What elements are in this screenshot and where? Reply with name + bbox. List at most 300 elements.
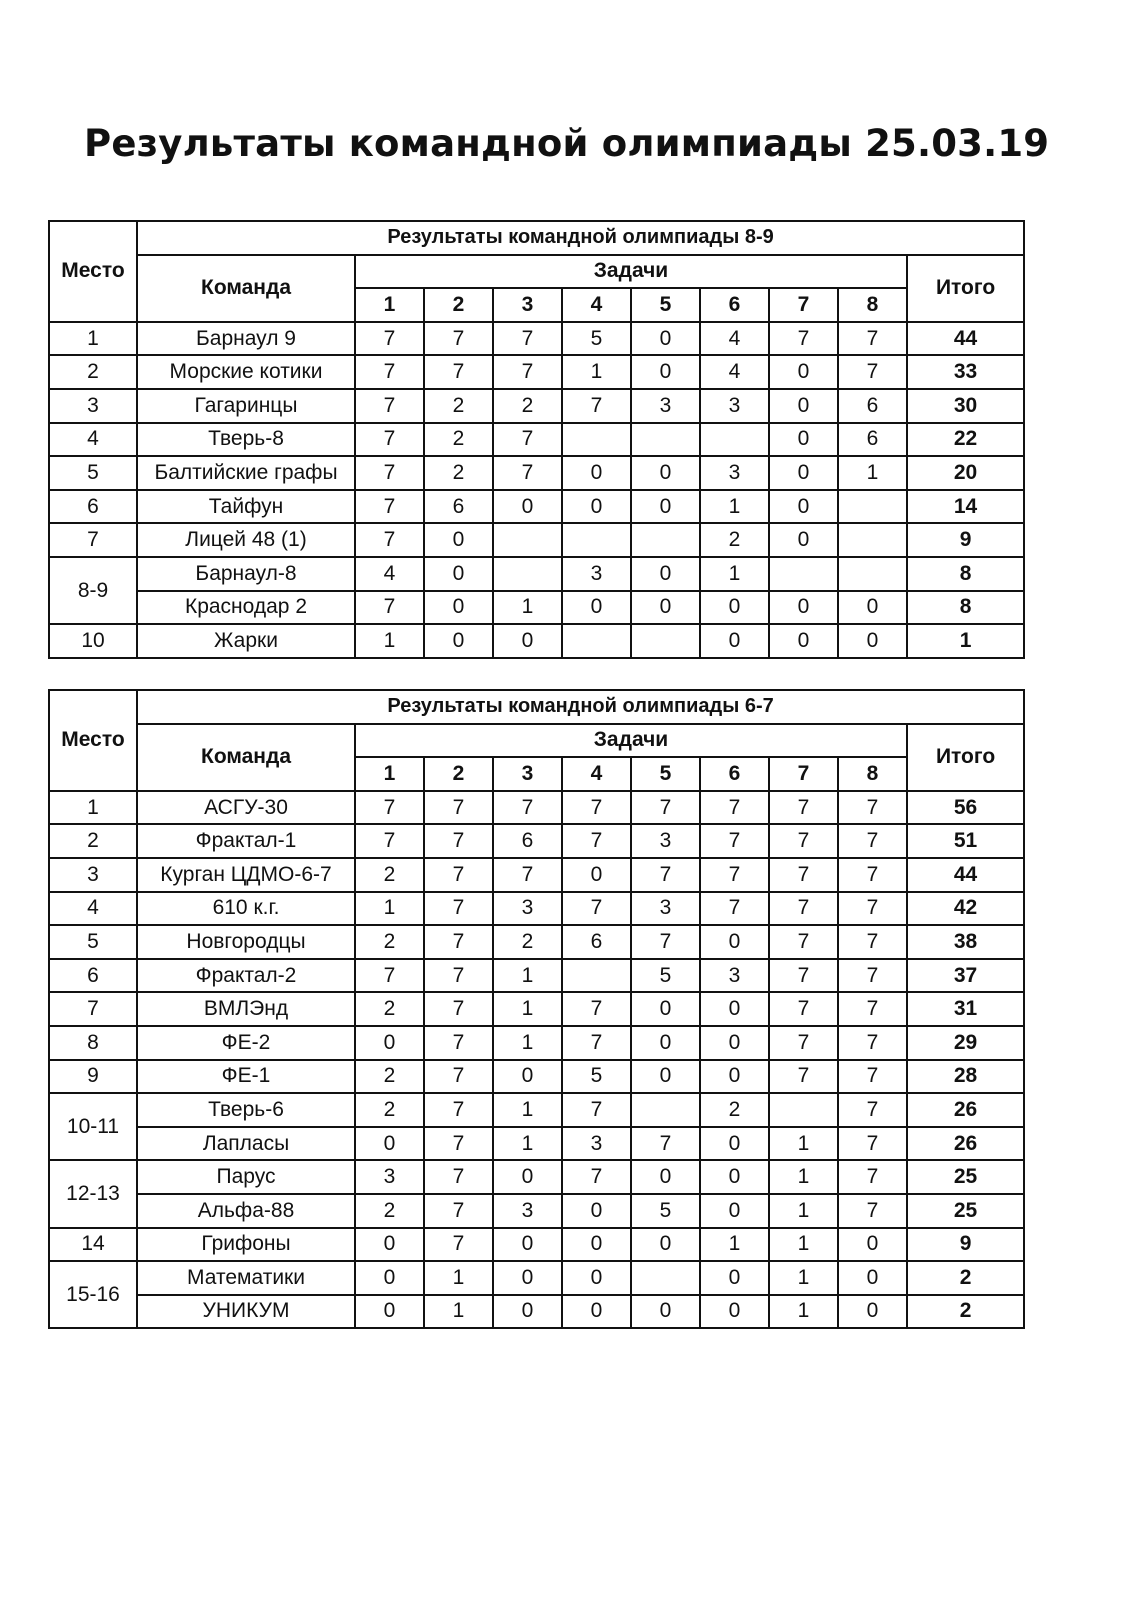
- team-cell: Тверь-6: [137, 1093, 355, 1127]
- score-cell: 7: [769, 992, 838, 1026]
- score-cell: 7: [769, 925, 838, 959]
- table-row: [49, 423, 1024, 457]
- place-header: Место: [49, 221, 137, 322]
- score-cell: 0: [700, 624, 769, 658]
- place-cell: 4: [49, 423, 137, 457]
- task-number-header: 2: [424, 757, 493, 791]
- tasks-header: Задачи: [355, 724, 907, 758]
- score-cell: 0: [562, 490, 631, 524]
- place-header: Место: [49, 690, 137, 791]
- team-cell: ВМЛЭнд: [137, 992, 355, 1026]
- score-cell: 1: [562, 355, 631, 389]
- score-cell: 5: [562, 1060, 631, 1094]
- total-cell: 25: [907, 1160, 1024, 1194]
- score-cell: 7: [355, 389, 424, 423]
- table-row: [49, 490, 1024, 524]
- score-cell: 1: [769, 1228, 838, 1262]
- score-cell: 7: [700, 892, 769, 926]
- total-header: Итого: [907, 255, 1024, 322]
- score-cell: 4: [700, 322, 769, 356]
- team-cell: Курган ЦДМО-6-7: [137, 858, 355, 892]
- score-cell: 0: [700, 1060, 769, 1094]
- score-cell: 1: [493, 992, 562, 1026]
- total-cell: 8: [907, 591, 1024, 625]
- team-cell: Грифоны: [137, 1228, 355, 1262]
- total-header: Итого: [907, 724, 1024, 791]
- score-cell: 3: [562, 1127, 631, 1161]
- score-cell: 7: [562, 824, 631, 858]
- total-cell: 14: [907, 490, 1024, 524]
- score-cell: 7: [562, 389, 631, 423]
- score-cell: 0: [769, 591, 838, 625]
- table-row: [49, 456, 1024, 490]
- total-cell: 26: [907, 1127, 1024, 1161]
- score-cell: 7: [838, 322, 907, 356]
- score-cell: 7: [355, 423, 424, 457]
- table-row: [49, 858, 1024, 892]
- score-cell: 7: [631, 791, 700, 825]
- score-cell: 0: [424, 557, 493, 591]
- score-cell: 0: [493, 624, 562, 658]
- score-cell: 7: [424, 824, 493, 858]
- place-cell: 8: [49, 1026, 137, 1060]
- score-cell: 7: [838, 925, 907, 959]
- score-cell: 0: [493, 1228, 562, 1262]
- score-cell: 7: [838, 959, 907, 993]
- score-cell: 0: [424, 591, 493, 625]
- task-number-header: 8: [838, 757, 907, 791]
- task-number-header: 1: [355, 757, 424, 791]
- team-cell: Морские котики: [137, 355, 355, 389]
- total-cell: 42: [907, 892, 1024, 926]
- score-cell: 7: [769, 1060, 838, 1094]
- score-cell: 2: [355, 992, 424, 1026]
- team-cell: Краснодар 2: [137, 591, 355, 625]
- place-cell: 5: [49, 925, 137, 959]
- score-cell: 7: [838, 992, 907, 1026]
- total-cell: 8: [907, 557, 1024, 591]
- score-cell: [769, 557, 838, 591]
- score-cell: 1: [493, 1093, 562, 1127]
- score-cell: 7: [355, 959, 424, 993]
- table-caption: Результаты командной олимпиады 8-9: [137, 221, 1024, 255]
- score-cell: 0: [424, 624, 493, 658]
- team-cell: Лапласы: [137, 1127, 355, 1161]
- table-row: [49, 1026, 1024, 1060]
- total-cell: 28: [907, 1060, 1024, 1094]
- score-cell: 3: [631, 389, 700, 423]
- task-number-header: 5: [631, 288, 700, 322]
- team-cell: Балтийские графы: [137, 456, 355, 490]
- score-cell: [562, 959, 631, 993]
- score-cell: 7: [493, 456, 562, 490]
- place-cell: 8-9: [49, 557, 137, 624]
- score-cell: 7: [562, 1160, 631, 1194]
- table-row: [49, 1194, 1024, 1228]
- place-cell: 6: [49, 490, 137, 524]
- score-cell: 0: [769, 523, 838, 557]
- score-cell: 0: [493, 1160, 562, 1194]
- team-cell: Парус: [137, 1160, 355, 1194]
- table-row: [49, 791, 1024, 825]
- score-cell: 0: [631, 490, 700, 524]
- score-cell: 0: [631, 322, 700, 356]
- score-cell: 2: [700, 1093, 769, 1127]
- score-cell: 2: [355, 1060, 424, 1094]
- team-cell: Лицей 48 (1): [137, 523, 355, 557]
- score-cell: 3: [355, 1160, 424, 1194]
- table-caption: Результаты командной олимпиады 6-7: [137, 690, 1024, 724]
- score-cell: 2: [424, 456, 493, 490]
- score-cell: 7: [355, 456, 424, 490]
- score-cell: 7: [424, 858, 493, 892]
- score-cell: 0: [562, 456, 631, 490]
- team-cell: АСГУ-30: [137, 791, 355, 825]
- score-cell: 1: [769, 1194, 838, 1228]
- score-cell: 1: [355, 892, 424, 926]
- score-cell: 7: [838, 1127, 907, 1161]
- total-cell: 9: [907, 1228, 1024, 1262]
- score-cell: 7: [493, 322, 562, 356]
- score-cell: 0: [838, 1295, 907, 1329]
- score-cell: 7: [424, 1228, 493, 1262]
- place-cell: 3: [49, 858, 137, 892]
- score-cell: 2: [355, 858, 424, 892]
- team-cell: ФЕ-1: [137, 1060, 355, 1094]
- score-cell: 7: [424, 959, 493, 993]
- score-cell: 0: [562, 1228, 631, 1262]
- score-cell: 0: [424, 523, 493, 557]
- place-cell: 4: [49, 892, 137, 926]
- score-cell: [631, 523, 700, 557]
- score-cell: 7: [700, 791, 769, 825]
- score-cell: 2: [355, 925, 424, 959]
- table-row: [49, 624, 1024, 658]
- score-cell: [700, 423, 769, 457]
- score-cell: 0: [355, 1295, 424, 1329]
- task-number-header: 4: [562, 757, 631, 791]
- team-header: Команда: [137, 255, 355, 322]
- score-cell: 3: [493, 1194, 562, 1228]
- score-cell: 7: [838, 1060, 907, 1094]
- score-cell: 3: [700, 389, 769, 423]
- score-cell: 1: [493, 1127, 562, 1161]
- score-cell: 0: [838, 624, 907, 658]
- score-cell: 7: [355, 322, 424, 356]
- score-cell: 7: [424, 1093, 493, 1127]
- place-cell: 7: [49, 992, 137, 1026]
- score-cell: 1: [769, 1261, 838, 1295]
- score-cell: 0: [769, 389, 838, 423]
- score-cell: 7: [562, 791, 631, 825]
- table-row: [49, 1060, 1024, 1094]
- score-cell: 0: [631, 1295, 700, 1329]
- score-cell: 6: [838, 423, 907, 457]
- score-cell: 1: [700, 1228, 769, 1262]
- team-cell: Тверь-8: [137, 423, 355, 457]
- score-cell: [493, 523, 562, 557]
- total-cell: 2: [907, 1261, 1024, 1295]
- total-cell: 31: [907, 992, 1024, 1026]
- score-cell: 0: [700, 1194, 769, 1228]
- team-cell: Барнаул-8: [137, 557, 355, 591]
- score-cell: 7: [424, 1026, 493, 1060]
- task-number-header: 5: [631, 757, 700, 791]
- score-cell: 0: [493, 1060, 562, 1094]
- score-cell: 3: [631, 824, 700, 858]
- score-cell: 0: [700, 992, 769, 1026]
- score-cell: 0: [769, 355, 838, 389]
- task-number-header: 3: [493, 288, 562, 322]
- score-cell: 6: [838, 389, 907, 423]
- score-cell: 7: [838, 1194, 907, 1228]
- team-header: Команда: [137, 724, 355, 791]
- score-cell: 1: [700, 557, 769, 591]
- score-cell: 7: [562, 1093, 631, 1127]
- score-cell: 0: [355, 1026, 424, 1060]
- table-row: [49, 523, 1024, 557]
- task-number-header: 6: [700, 288, 769, 322]
- score-cell: 7: [769, 858, 838, 892]
- results-body: [49, 322, 1024, 658]
- results-table-grade-6-7: [48, 689, 1025, 1329]
- table-row: [49, 1127, 1024, 1161]
- score-cell: [769, 1093, 838, 1127]
- total-cell: 37: [907, 959, 1024, 993]
- score-cell: 7: [838, 892, 907, 926]
- score-cell: 0: [562, 1295, 631, 1329]
- results-body: [49, 791, 1024, 1329]
- place-cell: 1: [49, 791, 137, 825]
- score-cell: 7: [769, 824, 838, 858]
- score-cell: 0: [631, 591, 700, 625]
- place-cell: 9: [49, 1060, 137, 1094]
- score-cell: 1: [424, 1261, 493, 1295]
- score-cell: 7: [355, 791, 424, 825]
- score-cell: 3: [631, 892, 700, 926]
- score-cell: 7: [424, 322, 493, 356]
- score-cell: 0: [493, 1295, 562, 1329]
- score-cell: 1: [769, 1127, 838, 1161]
- total-cell: 38: [907, 925, 1024, 959]
- table-row: [49, 1295, 1024, 1329]
- total-cell: 26: [907, 1093, 1024, 1127]
- total-cell: 30: [907, 389, 1024, 423]
- score-cell: 1: [424, 1295, 493, 1329]
- score-cell: 7: [493, 858, 562, 892]
- place-cell: 3: [49, 389, 137, 423]
- score-cell: 0: [631, 355, 700, 389]
- total-cell: 2: [907, 1295, 1024, 1329]
- score-cell: 7: [838, 824, 907, 858]
- score-cell: 0: [838, 1228, 907, 1262]
- score-cell: 0: [700, 1261, 769, 1295]
- score-cell: 0: [355, 1228, 424, 1262]
- score-cell: 7: [493, 791, 562, 825]
- score-cell: 0: [631, 557, 700, 591]
- score-cell: 0: [769, 624, 838, 658]
- total-cell: 44: [907, 858, 1024, 892]
- score-cell: 5: [631, 1194, 700, 1228]
- place-cell: 2: [49, 824, 137, 858]
- score-cell: 7: [424, 925, 493, 959]
- results-table-grade-8-9: [48, 220, 1025, 659]
- score-cell: 0: [769, 423, 838, 457]
- team-cell: ФЕ-2: [137, 1026, 355, 1060]
- table-row: [49, 892, 1024, 926]
- team-cell: УНИКУМ: [137, 1295, 355, 1329]
- score-cell: 7: [838, 858, 907, 892]
- score-cell: 0: [631, 1060, 700, 1094]
- score-cell: 0: [562, 1194, 631, 1228]
- score-cell: 2: [355, 1093, 424, 1127]
- score-cell: 0: [562, 858, 631, 892]
- task-number-header: 7: [769, 757, 838, 791]
- score-cell: 2: [355, 1194, 424, 1228]
- score-cell: [631, 624, 700, 658]
- score-cell: 2: [493, 389, 562, 423]
- table-row: [49, 322, 1024, 356]
- table-row: [49, 1261, 1024, 1295]
- score-cell: 0: [700, 591, 769, 625]
- score-cell: [631, 1261, 700, 1295]
- score-cell: 7: [424, 1160, 493, 1194]
- score-cell: 7: [424, 992, 493, 1026]
- table-row: [49, 824, 1024, 858]
- score-cell: 3: [562, 557, 631, 591]
- score-cell: 7: [424, 791, 493, 825]
- total-cell: 29: [907, 1026, 1024, 1060]
- table-row: [49, 925, 1024, 959]
- team-cell: Гагаринцы: [137, 389, 355, 423]
- score-cell: 0: [631, 1026, 700, 1060]
- score-cell: 7: [631, 925, 700, 959]
- task-number-header: 4: [562, 288, 631, 322]
- table-row: [49, 557, 1024, 591]
- score-cell: 6: [562, 925, 631, 959]
- score-cell: 4: [355, 557, 424, 591]
- task-number-header: 2: [424, 288, 493, 322]
- page-title: Результаты командной олимпиады 25.03.19: [84, 122, 1050, 165]
- score-cell: [631, 1093, 700, 1127]
- task-number-header: 3: [493, 757, 562, 791]
- score-cell: 0: [700, 1127, 769, 1161]
- team-cell: 610 к.г.: [137, 892, 355, 926]
- score-cell: 0: [769, 490, 838, 524]
- score-cell: 1: [769, 1160, 838, 1194]
- score-cell: 7: [838, 1026, 907, 1060]
- place-cell: 1: [49, 322, 137, 356]
- task-number-header: 1: [355, 288, 424, 322]
- score-cell: 1: [493, 591, 562, 625]
- score-cell: [838, 490, 907, 524]
- place-cell: 14: [49, 1228, 137, 1262]
- score-cell: 0: [493, 490, 562, 524]
- score-cell: 7: [355, 355, 424, 389]
- score-cell: 7: [562, 1026, 631, 1060]
- team-cell: Тайфун: [137, 490, 355, 524]
- score-cell: 2: [424, 423, 493, 457]
- score-cell: 0: [700, 925, 769, 959]
- team-cell: Альфа-88: [137, 1194, 355, 1228]
- score-cell: 7: [562, 892, 631, 926]
- table-row: [49, 591, 1024, 625]
- score-cell: 3: [493, 892, 562, 926]
- table-row: [49, 1228, 1024, 1262]
- score-cell: 7: [493, 423, 562, 457]
- score-cell: 0: [631, 1228, 700, 1262]
- total-cell: 44: [907, 322, 1024, 356]
- total-cell: 33: [907, 355, 1024, 389]
- score-cell: 7: [769, 322, 838, 356]
- score-cell: 7: [562, 992, 631, 1026]
- place-cell: 12-13: [49, 1160, 137, 1227]
- score-cell: 2: [700, 523, 769, 557]
- score-cell: 4: [700, 355, 769, 389]
- place-cell: 15-16: [49, 1261, 137, 1328]
- score-cell: 7: [700, 858, 769, 892]
- place-cell: 5: [49, 456, 137, 490]
- score-cell: [562, 423, 631, 457]
- team-cell: Математики: [137, 1261, 355, 1295]
- score-cell: [631, 423, 700, 457]
- score-cell: 7: [355, 523, 424, 557]
- score-cell: 7: [355, 824, 424, 858]
- score-cell: 1: [769, 1295, 838, 1329]
- score-cell: 0: [631, 1160, 700, 1194]
- total-cell: 1: [907, 624, 1024, 658]
- score-cell: 0: [631, 992, 700, 1026]
- score-cell: 1: [493, 1026, 562, 1060]
- score-cell: 1: [355, 624, 424, 658]
- table-row: [49, 1093, 1024, 1127]
- score-cell: 7: [424, 1194, 493, 1228]
- tasks-header: Задачи: [355, 255, 907, 289]
- score-cell: [562, 523, 631, 557]
- table-row: [49, 389, 1024, 423]
- score-cell: 2: [493, 925, 562, 959]
- score-cell: 7: [769, 1026, 838, 1060]
- table-row: [49, 1160, 1024, 1194]
- place-cell: 2: [49, 355, 137, 389]
- table-row: [49, 959, 1024, 993]
- score-cell: 7: [838, 1093, 907, 1127]
- total-cell: 25: [907, 1194, 1024, 1228]
- score-cell: [493, 557, 562, 591]
- score-cell: 7: [838, 355, 907, 389]
- score-cell: 7: [355, 490, 424, 524]
- task-number-header: 6: [700, 757, 769, 791]
- score-cell: 5: [631, 959, 700, 993]
- score-cell: [562, 624, 631, 658]
- total-cell: 56: [907, 791, 1024, 825]
- score-cell: 7: [424, 1060, 493, 1094]
- place-cell: 10: [49, 624, 137, 658]
- score-cell: 6: [424, 490, 493, 524]
- task-number-header: 7: [769, 288, 838, 322]
- score-cell: 0: [700, 1295, 769, 1329]
- score-cell: 0: [631, 456, 700, 490]
- score-cell: 0: [838, 591, 907, 625]
- team-cell: Новгородцы: [137, 925, 355, 959]
- total-cell: 51: [907, 824, 1024, 858]
- table-row: [49, 355, 1024, 389]
- score-cell: 3: [700, 456, 769, 490]
- score-cell: 7: [769, 959, 838, 993]
- score-cell: 6: [493, 824, 562, 858]
- place-cell: 7: [49, 523, 137, 557]
- score-cell: 0: [562, 1261, 631, 1295]
